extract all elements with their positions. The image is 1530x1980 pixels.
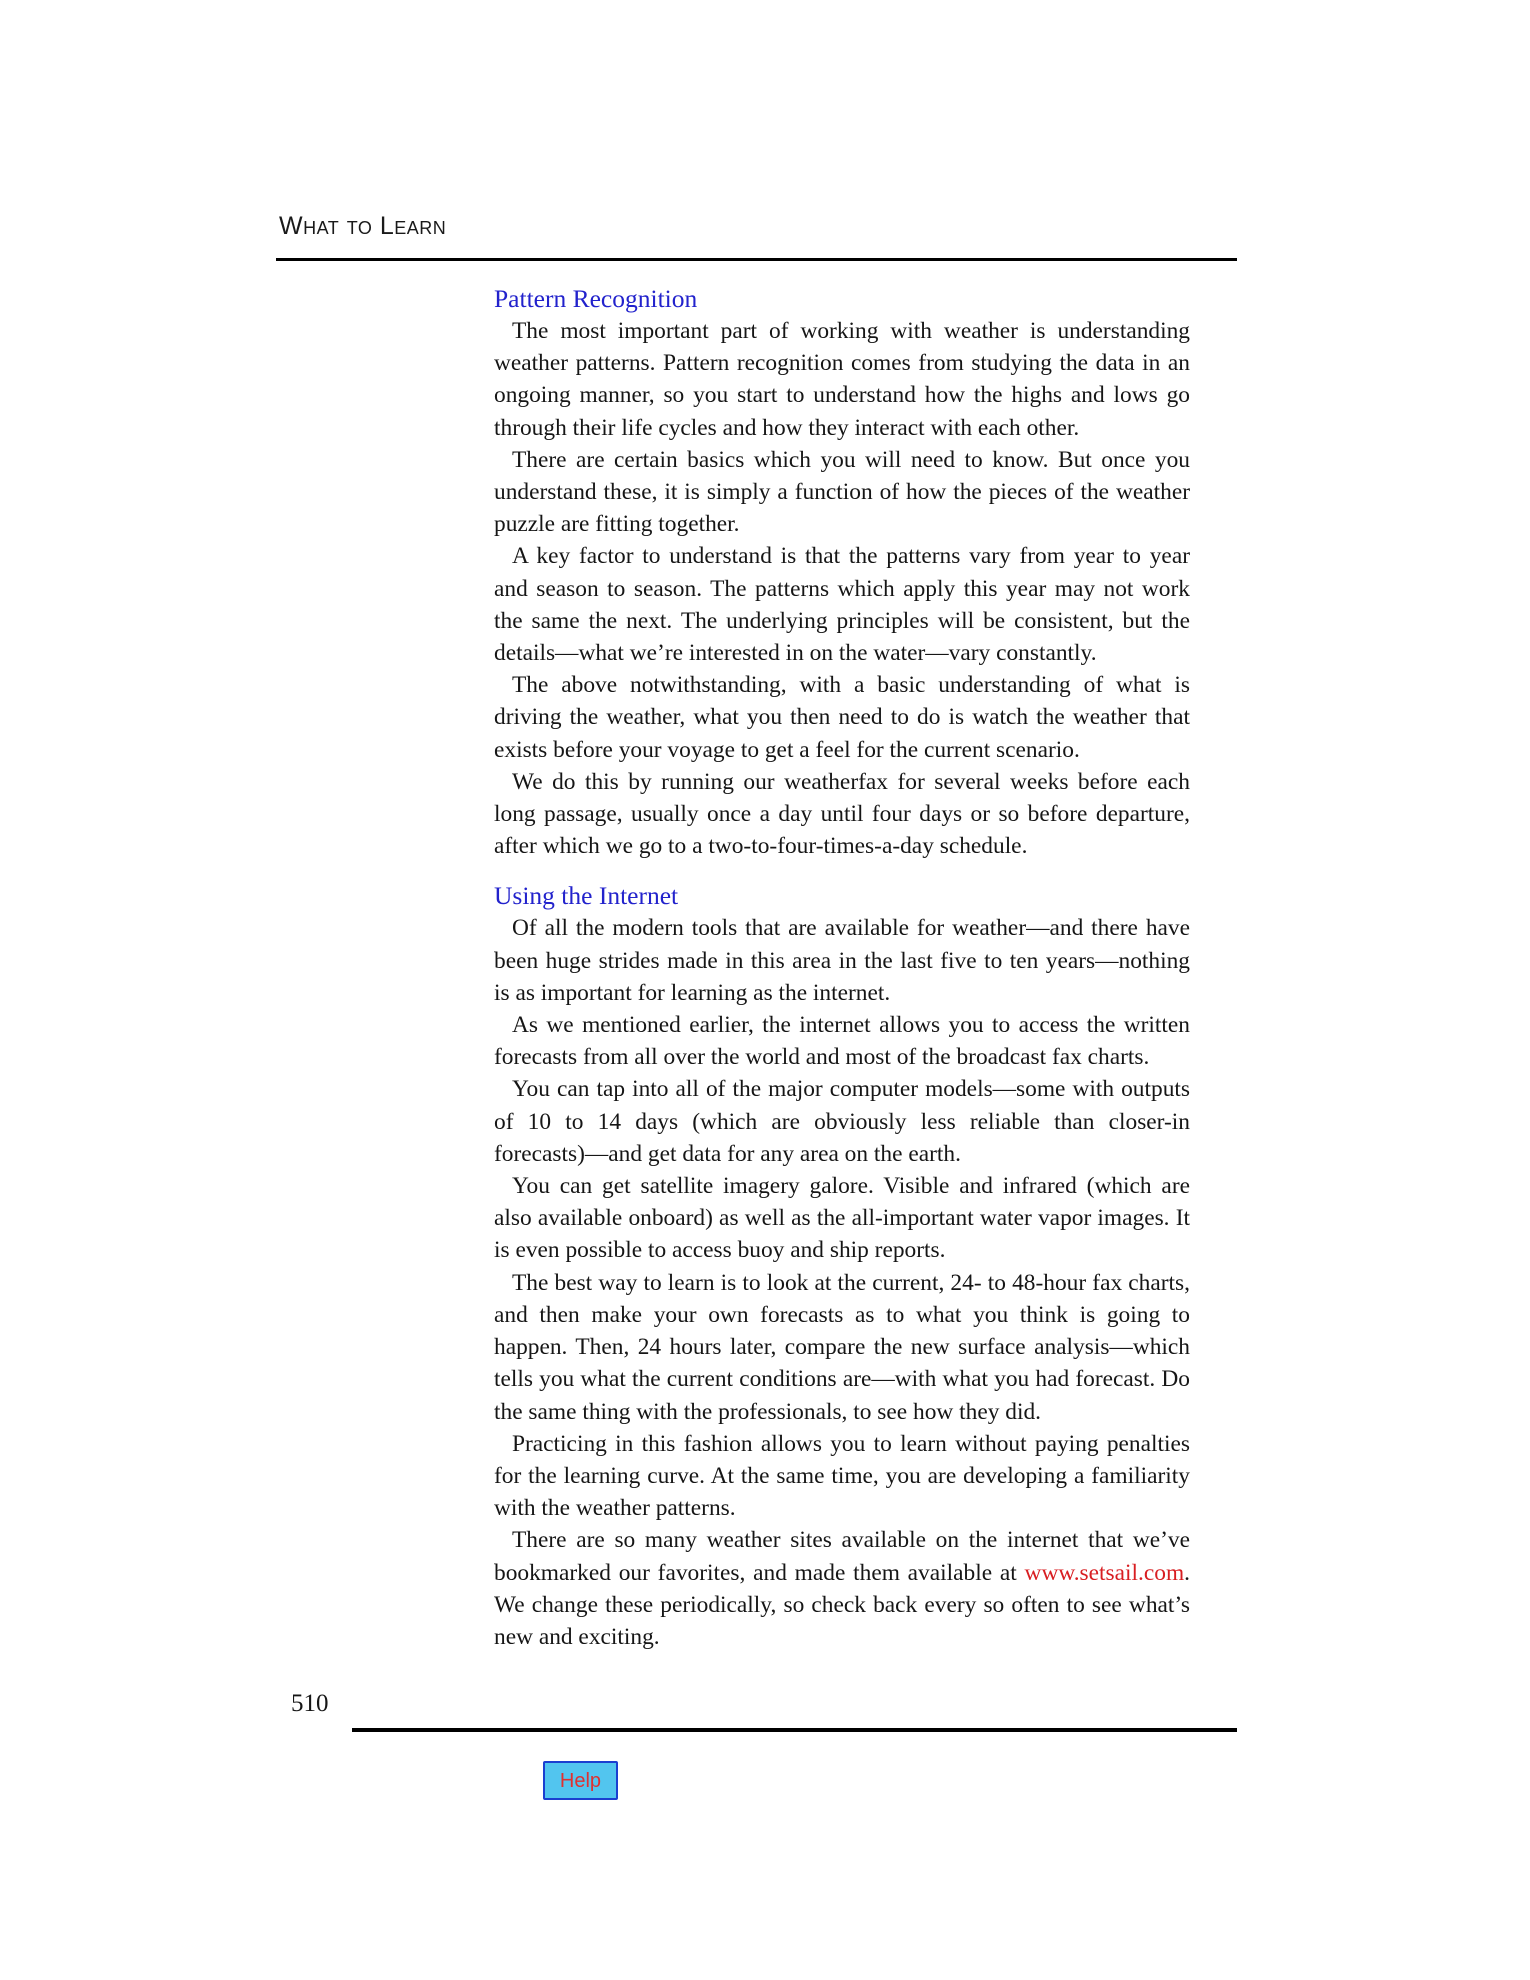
- paragraph: Practicing in this fashion allows you to learn without paying penalties for the learning curve. At the same time, you are developing a familiarity with the weather patterns.: [494, 1430, 1190, 1522]
- paragraph-text-before-link: There are so many weather sites available on the internet that we’ve bookmarked our favorites, and made them available at: [494, 1527, 1190, 1586]
- running-head: What to Learn: [279, 212, 447, 240]
- body-text-column: [494, 282, 1190, 1653]
- paragraph-text-after-link: . We change these periodically, so check back every so often to see what’s new and exciting.: [494, 1559, 1190, 1650]
- paragraph-with-link: [494, 1524, 1190, 1653]
- paragraph: We do this by running our weatherfax for several weeks before each long passage, usually once a day until four days or so before departure, after which we go to a two-to-four-times-a-day schedule.: [494, 768, 1190, 860]
- page-number: 510: [291, 1690, 329, 1717]
- paragraph: You can get satellite imagery galore. Visible and infrared (which are also available onboard) as well as the all-important water vapor images. It is even possible to access buoy and ship reports.: [494, 1173, 1190, 1264]
- footer-rule: [352, 1728, 1237, 1732]
- help-button[interactable]: [543, 1761, 618, 1800]
- paragraph: As we mentioned earlier, the internet allows you to access the written forecasts from all over the world and most of the broadcast fax charts.: [494, 1012, 1190, 1071]
- paragraph: Of all the modern tools that are available for weather—and there have been huge strides made in this area in the last five to ten years—nothing is as important for learning as the internet.: [494, 915, 1190, 1006]
- paragraph: The best way to learn is to look at the current, 24- to 48-hour fax charts, and then make your own forecasts as to what you think is going to happen. Then, 24 hours later, compare the new surface analysis—which tells you what the current conditions are—with what you had forecast. Do the same thing with the professionals, to see how they did.: [494, 1269, 1190, 1425]
- header-rule: [276, 258, 1237, 261]
- help-button-label: Help: [559, 1769, 602, 1792]
- paragraph: You can tap into all of the major computer models—some with outputs of 10 to 14 days (which are obviously less reliable than closer-in forecasts)—and get data for any area on the earth.: [494, 1076, 1190, 1167]
- setsail-website-link[interactable]: www.setsail.com: [1024, 1559, 1185, 1586]
- paragraph: There are certain basics which you will need to know. But once you understand these, it is simply a function of how the pieces of the weather puzzle are fitting together.: [494, 446, 1190, 538]
- paragraph: The above notwithstanding, with a basic understanding of what is driving the weather, what you then need to do is watch the weather that exists before your voyage to get a feel for the current scenario.: [494, 672, 1190, 763]
- paragraph: The most important part of working with weather is understanding weather patterns. Pattern recognition comes from studying the data in an ongoing manner, so you start to understand how the highs and lows go through their life cycles and how they interact with each other.: [494, 318, 1190, 441]
- section-heading-using-the-internet: Using the Internet: [494, 881, 679, 911]
- section-heading-pattern-recognition: Pattern Recognition: [494, 284, 698, 313]
- paragraph: A key factor to understand is that the patterns vary from year to year and season to season. The patterns which apply this year may not work the same the next. The underlying principles will be consistent, but the details—what we’re interested in on the water—vary constantly.: [494, 543, 1190, 667]
